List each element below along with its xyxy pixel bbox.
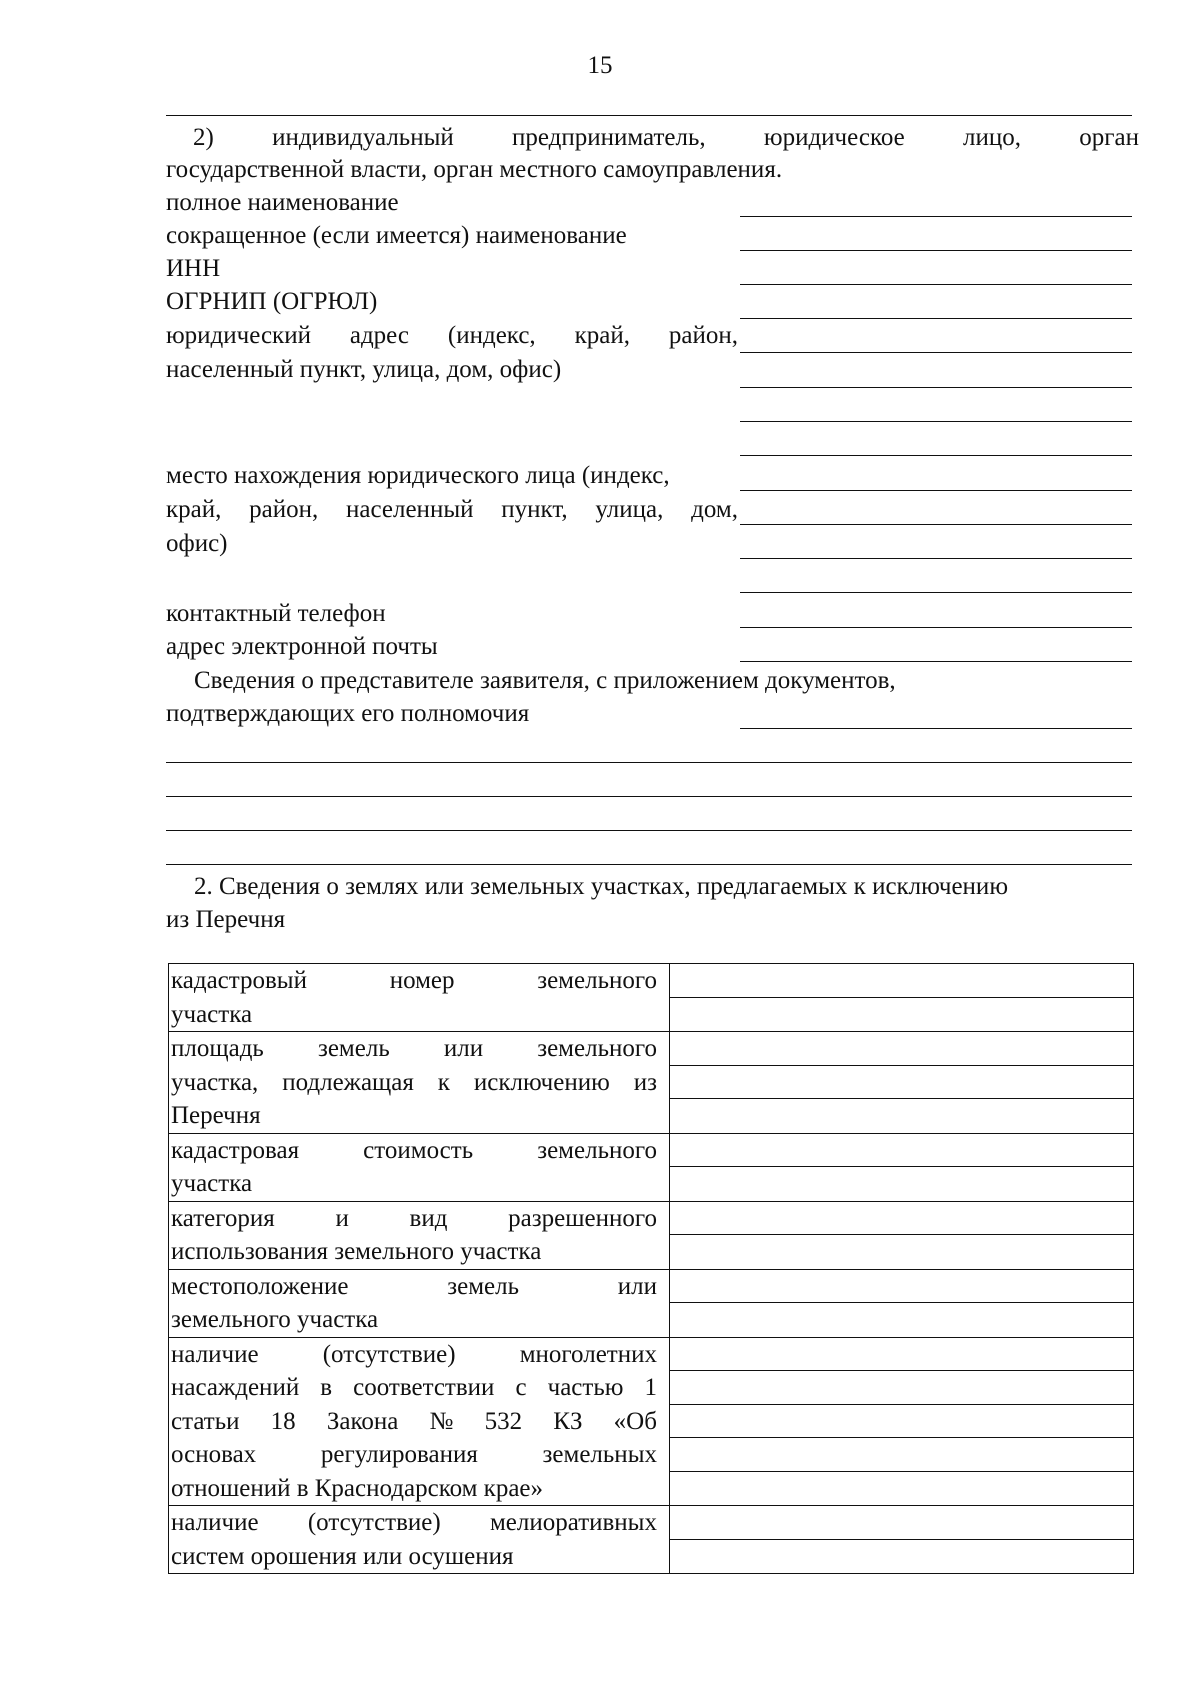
row-label-word: земельных <box>542 1441 657 1468</box>
representative-line1: Сведения о представителе заявителя, с приложением документов, <box>194 667 896 694</box>
field-label-full-name: полное наименование <box>166 189 399 216</box>
row-label-word: многолетних <box>519 1340 657 1368</box>
row-label-word: земель <box>317 1035 390 1062</box>
row-label-word: Перечня <box>171 1102 261 1129</box>
row-value-cell[interactable] <box>670 1201 1134 1269</box>
field-label-short-name: сокращенное (если имеется) наименование <box>166 222 627 249</box>
section-divider-rule <box>166 864 1132 865</box>
row-label-word: 1 <box>644 1374 657 1401</box>
row-label-line <box>171 1405 657 1439</box>
table-row <box>169 1337 1134 1506</box>
row-label-line <box>171 1032 657 1066</box>
row-label-cell <box>169 1201 670 1269</box>
field-label-email: адрес электронной почты <box>166 633 438 660</box>
row-label-line <box>171 1235 657 1269</box>
row-label-line <box>171 1066 657 1100</box>
row-label-word: (отсутствие) <box>322 1340 456 1368</box>
field-line-phone[interactable] <box>740 627 1132 628</box>
row-label-word: местоположение <box>171 1272 349 1300</box>
row-label-word: кадастровая <box>171 1136 300 1164</box>
land-section-heading-line1: 2. Сведения о землях или земельных участках, предлагаемых к исключению <box>194 873 1008 900</box>
field-line-location-4[interactable] <box>740 592 1132 593</box>
field-line-representative-1[interactable] <box>740 728 1132 729</box>
land-info-table <box>168 963 1134 1574</box>
table-row <box>169 1201 1134 1269</box>
row-label-word: из <box>633 1068 657 1096</box>
value-fill-line <box>670 1166 1133 1167</box>
row-label-word: (отсутствие) <box>307 1509 441 1536</box>
table-row <box>169 1133 1134 1201</box>
field-label-location-line2: край, район, населенный пункт, улица, дом, <box>166 496 738 523</box>
row-label-cell <box>169 1133 670 1201</box>
row-label-word: наличие <box>171 1340 259 1368</box>
row-label-word: регулирования <box>320 1441 478 1468</box>
value-fill-line <box>670 1234 1133 1235</box>
row-label-word: участка <box>171 1000 253 1028</box>
field-label-ogrn: ОГРНИП (ОГРЮЛ) <box>166 288 378 315</box>
row-label-word: земельного <box>537 1136 657 1164</box>
representative-line2: подтверждающих его полномочия <box>166 700 530 727</box>
row-label-word: к <box>437 1068 450 1096</box>
row-label-word: участка, <box>171 1068 259 1096</box>
value-fill-line <box>670 1370 1133 1371</box>
field-label-location-line3: офис) <box>166 530 228 557</box>
row-label-word: исключению <box>473 1068 610 1096</box>
row-label-word: и <box>335 1204 349 1232</box>
field-line-email[interactable] <box>740 661 1132 662</box>
row-value-cell[interactable] <box>670 1506 1134 1574</box>
value-fill-line <box>670 1471 1133 1472</box>
row-label-word: 18 <box>270 1407 296 1435</box>
row-label-word: кадастровый <box>171 967 307 994</box>
row-label-line <box>171 1338 657 1372</box>
field-line-representative-2[interactable] <box>166 762 1132 763</box>
row-label-word: площадь <box>171 1035 264 1062</box>
table-row <box>169 1032 1134 1134</box>
field-line-short-name[interactable] <box>740 250 1132 251</box>
row-label-line <box>171 964 657 998</box>
row-label-word: статьи <box>171 1407 240 1435</box>
field-label-legal-address-line1: юридический адрес (индекс, край, район, <box>166 322 738 349</box>
row-value-cell[interactable] <box>670 1133 1134 1201</box>
value-fill-line <box>670 1098 1133 1099</box>
field-label-legal-address-line2: населенный пункт, улица, дом, офис) <box>166 356 562 383</box>
row-label-word: номер <box>389 967 455 994</box>
field-line-ogrn[interactable] <box>740 318 1132 319</box>
row-label-word: земельного <box>537 1035 657 1062</box>
field-line-location-2[interactable] <box>740 524 1132 525</box>
row-label-word: насаждений <box>171 1374 300 1401</box>
row-label-word: использования земельного участка <box>171 1238 542 1265</box>
row-label-word: вид <box>409 1204 448 1232</box>
row-label-line <box>171 1540 657 1574</box>
row-label-word: 532 <box>484 1407 523 1435</box>
row-label-cell <box>169 1032 670 1134</box>
row-label-cell <box>169 964 670 1032</box>
top-rule <box>166 115 1132 116</box>
row-label-word: стоимость <box>363 1136 474 1164</box>
row-label-word: земель <box>447 1272 520 1300</box>
table-row <box>169 964 1134 1032</box>
row-label-word: основах <box>171 1441 257 1468</box>
row-label-line <box>171 1506 657 1540</box>
value-fill-line <box>670 1539 1133 1540</box>
row-label-word: «Об <box>613 1407 657 1435</box>
field-line-representative-3[interactable] <box>166 796 1132 797</box>
field-line-legal-address-4[interactable] <box>740 455 1132 456</box>
table-row <box>169 1506 1134 1574</box>
row-label-word: земельного <box>537 967 657 994</box>
field-line-representative-4[interactable] <box>166 830 1132 831</box>
value-fill-line <box>670 1065 1133 1066</box>
row-label-word: подлежащая <box>282 1068 414 1096</box>
row-label-line <box>171 998 657 1032</box>
row-label-line <box>171 1099 657 1133</box>
row-label-word: частью <box>547 1374 624 1401</box>
row-label-word: систем орошения или осушения <box>171 1542 514 1570</box>
value-fill-line <box>670 997 1133 998</box>
field-line-location-1[interactable] <box>740 490 1132 491</box>
field-line-full-name[interactable] <box>740 216 1132 217</box>
field-label-phone: контактный телефон <box>166 600 386 627</box>
row-label-word: категория <box>171 1204 275 1232</box>
applicant-intro-line2: государственной власти, орган местного самоуправления. <box>166 156 783 183</box>
field-label-location-line1: место нахождения юридического лица (индекс, <box>166 462 670 489</box>
row-label-line <box>171 1438 657 1472</box>
row-label-word: мелиоративных <box>489 1509 657 1536</box>
row-label-cell <box>169 1269 670 1337</box>
field-line-legal-address-1[interactable] <box>740 352 1132 353</box>
value-fill-line <box>670 1437 1133 1438</box>
row-label-word: КЗ <box>553 1407 583 1435</box>
row-label-word: или <box>617 1272 657 1300</box>
page-number: 15 <box>587 52 613 79</box>
row-label-word: с <box>515 1374 527 1401</box>
row-label-line <box>171 1167 657 1201</box>
row-label-word: земельного участка <box>171 1306 379 1333</box>
field-line-legal-address-2[interactable] <box>740 387 1132 388</box>
row-value-cell[interactable] <box>670 1032 1134 1134</box>
field-line-legal-address-3[interactable] <box>740 421 1132 422</box>
row-label-word: Закона <box>326 1407 399 1435</box>
row-label-line <box>171 1202 657 1236</box>
row-value-cell[interactable] <box>670 1269 1134 1337</box>
row-label-cell <box>169 1337 670 1506</box>
value-fill-line <box>670 1404 1133 1405</box>
row-label-line <box>171 1270 657 1304</box>
land-section-heading-line2: из Перечня <box>166 906 286 933</box>
row-label-word: разрешенного <box>508 1204 657 1232</box>
row-label-word: в <box>320 1374 333 1401</box>
row-label-word: отношений в Краснодарском крае» <box>171 1474 544 1502</box>
row-label-line <box>171 1134 657 1168</box>
row-label-word: № <box>429 1407 454 1435</box>
value-fill-line <box>670 1302 1133 1303</box>
field-line-location-3[interactable] <box>740 558 1132 559</box>
row-label-line <box>171 1472 657 1506</box>
row-value-cell[interactable] <box>670 1337 1134 1506</box>
field-label-inn: ИНН <box>166 255 221 282</box>
row-label-word: участка <box>171 1170 253 1197</box>
applicant-intro-line1: 2) индивидуальный предприниматель, юридическое лицо, орган <box>193 124 1139 151</box>
row-label-line <box>171 1303 657 1337</box>
row-label-word: или <box>443 1035 484 1062</box>
field-line-inn[interactable] <box>740 284 1132 285</box>
row-label-word: соответствии <box>353 1374 495 1401</box>
row-label-line <box>171 1371 657 1405</box>
row-label-word: наличие <box>171 1509 259 1536</box>
row-value-cell[interactable] <box>670 964 1134 1032</box>
row-label-cell <box>169 1506 670 1574</box>
table-row <box>169 1269 1134 1337</box>
